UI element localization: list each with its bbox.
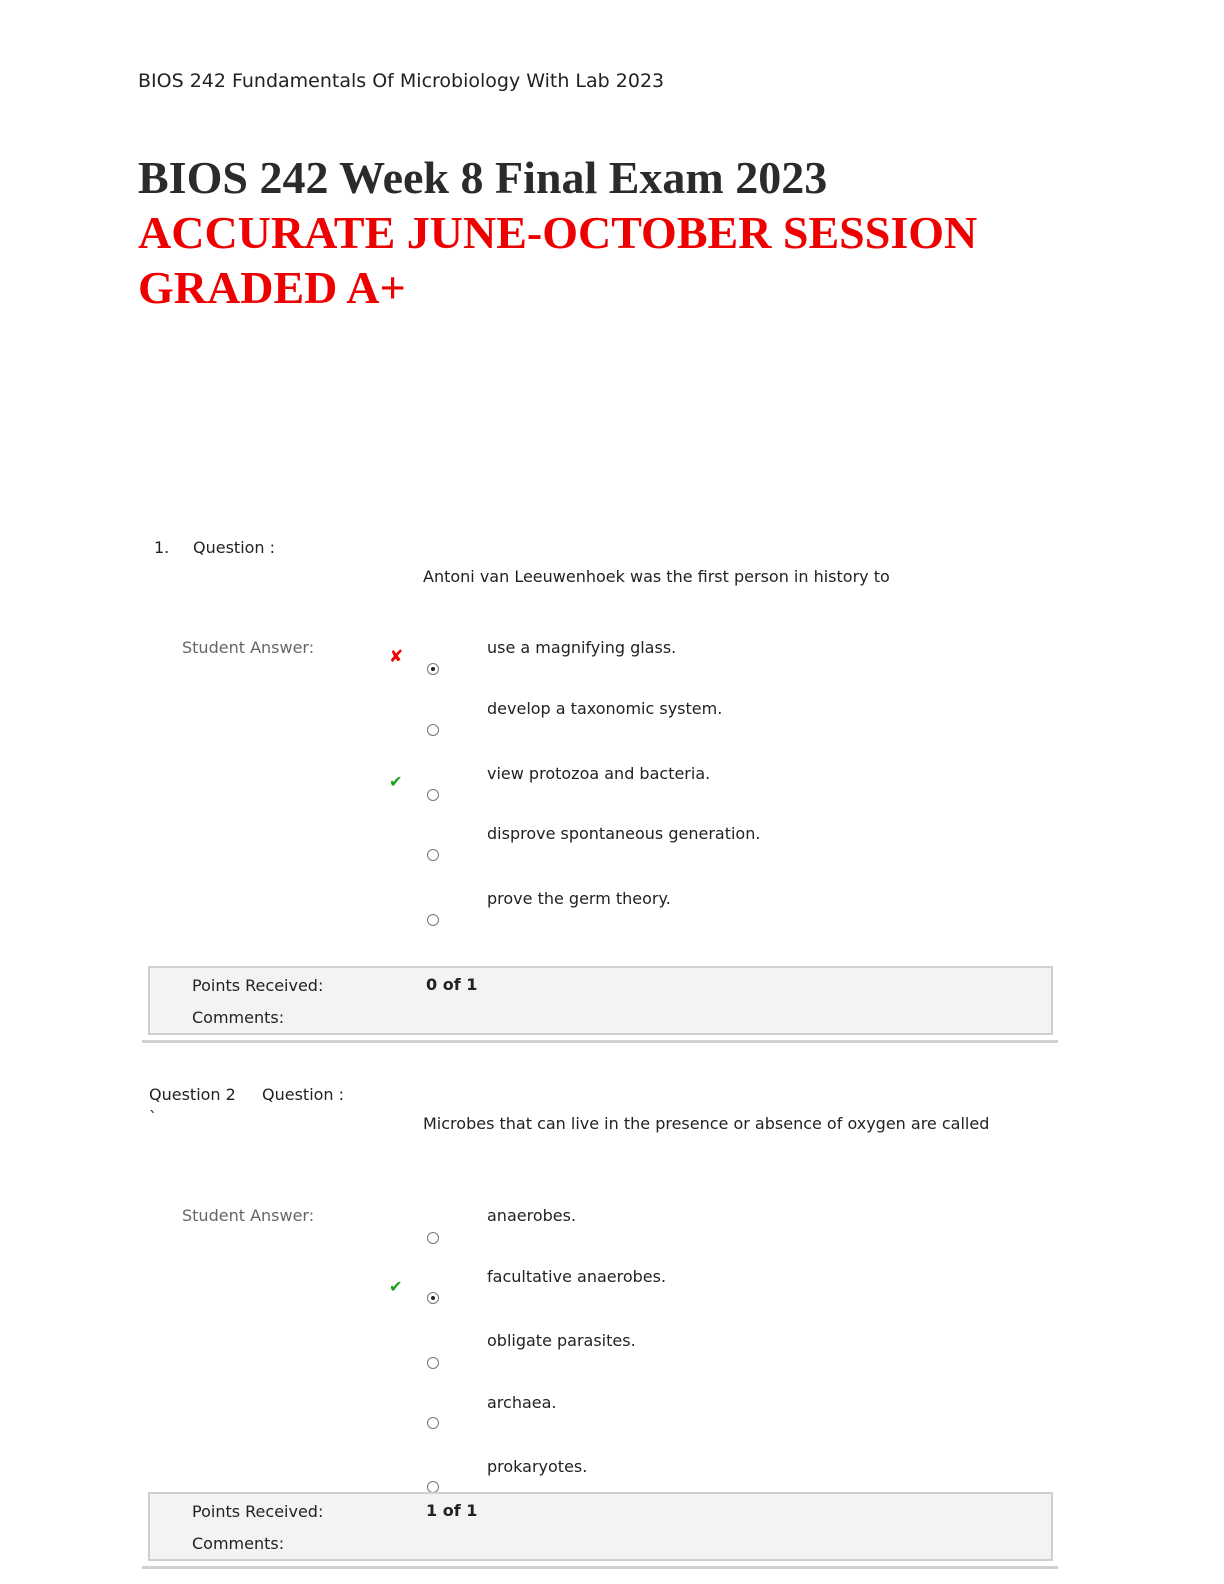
q2-comments-label: Comments:	[192, 1534, 285, 1553]
q1-option-2-text: develop a taxonomic system.	[487, 699, 723, 718]
q1-option-4-radio[interactable]	[427, 849, 439, 861]
q2-question-label: Question :	[262, 1085, 345, 1104]
q2-option-1-radio[interactable]	[427, 1232, 439, 1244]
q2-option-5-text: prokaryotes.	[487, 1457, 588, 1476]
q1-option-2-radio[interactable]	[427, 724, 439, 736]
q2-option-2-text: facultative anaerobes.	[487, 1267, 667, 1286]
q2-number: Question 2	[149, 1085, 236, 1104]
q1-option-3-radio[interactable]	[427, 789, 439, 801]
q2-question-text: Microbes that can live in the presence or absence of oxygen are called	[423, 1114, 990, 1133]
q2-points-value: 1 of 1	[426, 1501, 478, 1520]
q1-points-box	[148, 966, 1053, 1035]
q2-option-4-text: archaea.	[487, 1393, 557, 1412]
q1-question-label: Question :	[193, 538, 276, 557]
exam-title-line3: GRADED A+	[138, 262, 406, 313]
q1-comments-label: Comments:	[192, 1008, 285, 1027]
q2-option-3-text: obligate parasites.	[487, 1331, 636, 1350]
q2-option-3-radio[interactable]	[427, 1357, 439, 1369]
exam-title	[138, 150, 1138, 315]
q2-tick: `	[149, 1108, 157, 1127]
q2-option-2-radio[interactable]	[427, 1292, 439, 1304]
q2-option-1-text: anaerobes.	[487, 1206, 577, 1225]
q1-points-value: 0 of 1	[426, 975, 478, 994]
q2-student-answer-label: Student Answer:	[182, 1206, 315, 1225]
q1-option-5-radio[interactable]	[427, 914, 439, 926]
q1-number: 1.	[154, 538, 170, 557]
q1-student-answer-label: Student Answer:	[182, 638, 315, 657]
q1-option-4-text: disprove spontaneous generation.	[487, 824, 761, 843]
q1-option-1-text: use a magnifying glass.	[487, 638, 677, 657]
q2-points-box	[148, 1492, 1053, 1561]
q1-divider	[142, 1040, 1058, 1043]
q1-option-5-text: prove the germ theory.	[487, 889, 671, 908]
q1-option-1-radio[interactable]	[427, 663, 439, 675]
incorrect-x-icon: ✘	[389, 647, 404, 667]
exam-title-line1: BIOS 242 Week 8 Final Exam 2023	[138, 152, 828, 203]
correct-check-icon: ✔	[389, 1277, 403, 1296]
exam-title-line2: ACCURATE JUNE-OCTOBER SESSION	[138, 207, 978, 258]
course-header: BIOS 242 Fundamentals Of Microbiology With Lab 2023	[138, 70, 665, 92]
q1-question-text: Antoni van Leeuwenhoek was the first person in history to	[423, 567, 890, 586]
q1-points-label: Points Received:	[192, 976, 324, 995]
correct-check-icon: ✔	[389, 772, 403, 791]
q1-option-3-text: view protozoa and bacteria.	[487, 764, 711, 783]
q2-option-4-radio[interactable]	[427, 1417, 439, 1429]
q2-points-label: Points Received:	[192, 1502, 324, 1521]
q2-divider	[142, 1566, 1058, 1569]
